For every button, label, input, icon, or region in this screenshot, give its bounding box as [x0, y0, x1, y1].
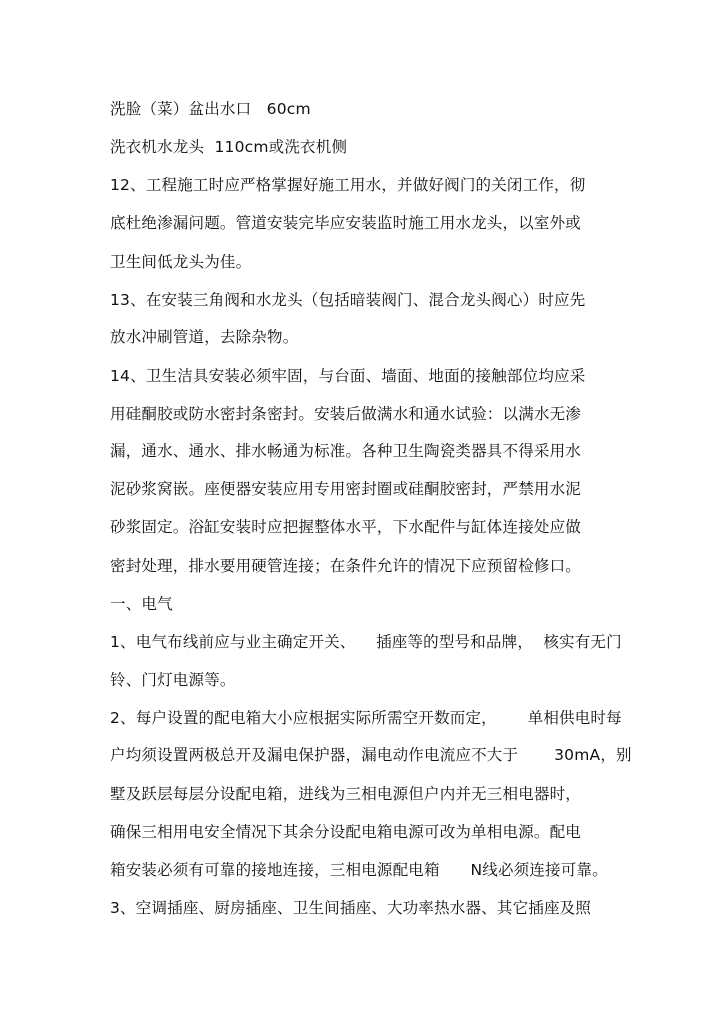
text-line: 2、每户设置的配电箱大小应根据实际所需空开数而定， 单相供电时每	[110, 709, 622, 727]
text-line: 12、工程施工时应严格掌握好施工用水，并做好阀门的关闭工作，彻	[110, 176, 586, 194]
text-line: 墅及跃层每层分设配电箱，进线为三相电源但户内并无三相电器时，	[110, 785, 582, 803]
text-line: 密封处理，排水要用硬管连接；在条件允许的情况下应预留检修口。	[110, 557, 582, 575]
text-line: 用硅酮胶或防水密封条密封。安装后做满水和通水试验：以满水无渗	[110, 405, 582, 423]
text-line: 3、空调插座、厨房插座、卫生间插座、大功率热水器、其它插座及照	[110, 899, 592, 917]
text-line: 底杜绝渗漏问题。管道安装完毕应安装监时施工用水龙头，以室外或	[110, 214, 582, 232]
text-line: 13、在安装三角阀和水龙头（包括暗装阀门、混合龙头阀心）时应先	[110, 291, 586, 309]
text-line: 泥砂浆窝嵌。座便器安装应用专用密封圈或硅酮胶密封，严禁用水泥	[110, 480, 582, 498]
text-line: 户均须设置两极总开及漏电保护器，漏电动作电流应不大于 30mA，别	[110, 746, 632, 764]
text-line: 卫生间低龙头为佳。	[110, 253, 252, 271]
text-line: 确保三相用电安全情况下其余分设配电箱电源可改为单相电源。配电	[110, 823, 582, 841]
text-line: 14、卫生洁具安装必须牢固，与台面、墙面、地面的接触部位均应采	[110, 367, 586, 385]
text-line: 1、电气布线前应与业主确定开关、 插座等的型号和品牌， 核实有无门	[110, 633, 622, 651]
text-line: 洗脸（菜）盆出水口 60cm	[110, 100, 311, 118]
text-line: 铃、门灯电源等。	[110, 671, 236, 689]
text-line: 箱安装必须有可靠的接地连接，三相电源配电箱 N线必须连接可靠。	[110, 861, 608, 879]
text-line: 放水冲刷管道，去除杂物。	[110, 328, 299, 346]
text-line: 洗衣机水龙头 110cm或洗衣机侧	[110, 138, 348, 156]
text-line: 漏，通水、通水、排水畅通为标准。各种卫生陶瓷类器具不得采用水	[110, 442, 582, 460]
section-heading: 一、电气	[110, 595, 173, 613]
text-line: 砂浆固定。浴缸安装时应把握整体水平，下水配件与缸体连接处应做	[110, 518, 582, 536]
